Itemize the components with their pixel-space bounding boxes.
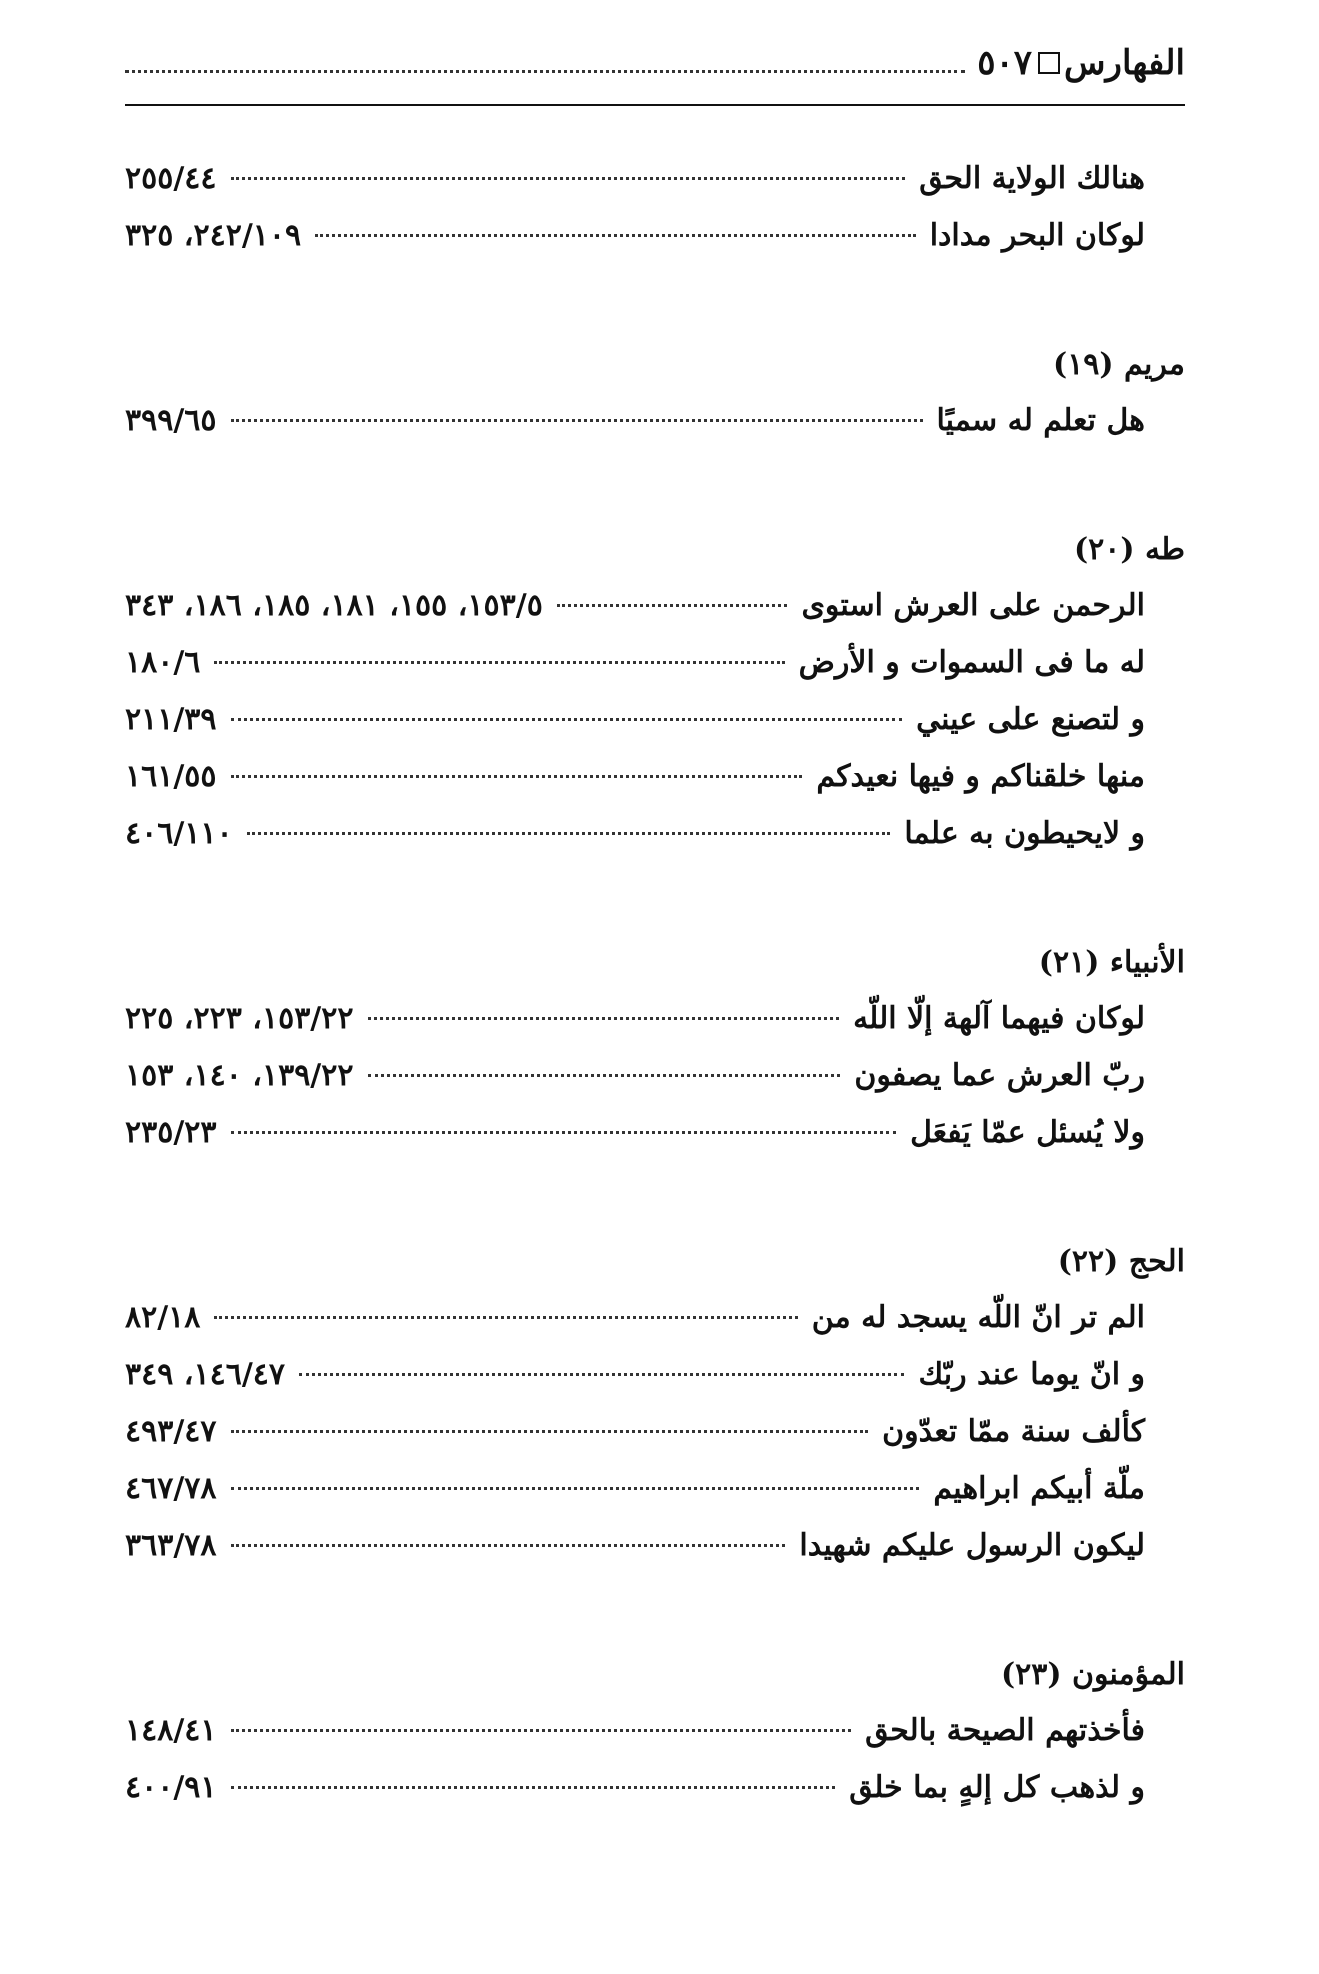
page-reference: ٣٦٣/٧٨ [125, 1528, 217, 1563]
page-number: ٥٠٧ [977, 43, 1033, 83]
verse-phrase: الم تر انّ اللّه يسجد له من [811, 1300, 1145, 1335]
index-entry [125, 150, 1185, 207]
verse-phrase: ربّ العرش عما يصفون [854, 1058, 1145, 1093]
dot-leader [368, 1074, 841, 1077]
index-entry [125, 691, 1185, 748]
index-entry [125, 634, 1185, 691]
verse-phrase: هنالك الولاية الحق [919, 161, 1145, 196]
verse-phrase: له ما فى السموات و الأرض [798, 645, 1145, 680]
index-entry [125, 1346, 1185, 1403]
page-reference: ٨٢/١٨ [125, 1300, 201, 1335]
surah-title: طه (٢٠) [1073, 532, 1185, 567]
dot-leader [231, 419, 923, 422]
surah-title: مريم (١٩) [1052, 347, 1185, 382]
index-entry [125, 1104, 1185, 1161]
verse-phrase: منها خلقناكم و فيها نعيدكم [816, 759, 1145, 794]
header-dot-leader [125, 70, 965, 73]
verse-phrase: و انّ يوما عند ربّك [918, 1357, 1145, 1392]
dot-leader [214, 661, 784, 664]
dot-leader [231, 775, 803, 778]
index-entry [125, 1460, 1185, 1517]
page-reference: ١٤٨/٤١ [125, 1713, 217, 1748]
verse-phrase: ملّة أبيكم ابراهيم [933, 1471, 1145, 1506]
verse-index [125, 150, 1185, 1816]
page-reference: ١٥٣/٥، ١٥٥، ١٨١، ١٨٥، ١٨٦، ٣٤٣ [125, 588, 543, 623]
dot-leader [299, 1373, 904, 1376]
surah-section [125, 523, 1185, 862]
dot-leader [557, 604, 788, 607]
page-reference: ٤٦٧/٧٨ [125, 1471, 217, 1506]
page-reference: ١٣٩/٢٢، ١٤٠، ١٥٣ [125, 1058, 354, 1093]
index-entry [125, 1759, 1185, 1816]
dot-leader [231, 1430, 869, 1433]
index-entry [125, 1403, 1185, 1460]
surah-section [125, 338, 1185, 449]
surah-section [125, 1648, 1185, 1816]
header-title: الفهارس [1064, 43, 1185, 83]
verse-phrase: فأخذتهم الصيحة بالحق [865, 1713, 1145, 1748]
running-header [125, 38, 1185, 88]
page-reference: ١٤٦/٤٧، ٣٤٩ [125, 1357, 286, 1392]
index-entry [125, 392, 1185, 449]
dot-leader [231, 1729, 852, 1732]
index-entry [125, 748, 1185, 805]
index-entry [125, 577, 1185, 634]
dot-leader [231, 1786, 836, 1789]
dot-leader [214, 1316, 797, 1319]
page-reference: ٢٥٥/٤٤ [125, 161, 217, 196]
verse-phrase: لوكان فيهما آلهة إلّا اللّه [853, 1001, 1145, 1036]
page-reference: ٤٠٦/١١٠ [125, 816, 233, 851]
surah-title: المؤمنون (٢٣) [1000, 1657, 1185, 1692]
page-reference: ٤٩٣/٤٧ [125, 1414, 217, 1449]
verse-phrase: كألف سنة ممّا تعدّون [882, 1414, 1145, 1449]
header-rule [125, 104, 1185, 106]
index-entry [125, 1289, 1185, 1346]
index-entry [125, 1047, 1185, 1104]
dot-leader [231, 1487, 920, 1490]
index-entry [125, 1702, 1185, 1759]
dot-leader [368, 1017, 840, 1020]
page-reference: ١٥٣/٢٢، ٢٢٣، ٢٢٥ [125, 1001, 354, 1036]
verse-phrase: الرحمن على العرش استوى [801, 588, 1145, 623]
dot-leader [231, 177, 906, 180]
index-entry [125, 1517, 1185, 1574]
verse-phrase: هل تعلم له سميًا [936, 403, 1145, 438]
verse-phrase: و لتصنع على عيني [916, 702, 1145, 737]
surah-section [125, 1235, 1185, 1574]
surah-title: الحج (٢٢) [1057, 1244, 1185, 1279]
index-entry [125, 805, 1185, 862]
verse-phrase: ليكون الرسول عليكم شهيدا [799, 1528, 1145, 1563]
page-reference: ١٦١/٥٥ [125, 759, 217, 794]
page-reference: ٢٤٢/١٠٩، ٣٢٥ [125, 218, 302, 253]
dot-leader [247, 832, 891, 835]
dot-leader [231, 1544, 786, 1547]
square-separator-icon [1038, 52, 1060, 74]
verse-phrase: لوكان البحر مدادا [929, 218, 1145, 253]
verse-phrase: و لايحيطون به علما [904, 816, 1145, 851]
surah-section [125, 936, 1185, 1161]
dot-leader [231, 718, 903, 721]
surah-title: الأنبياء (٢١) [1038, 945, 1185, 980]
dot-leader [231, 1131, 897, 1134]
index-entry [125, 207, 1185, 264]
surah-section [125, 150, 1185, 264]
page-reference: ٢١١/٣٩ [125, 702, 217, 737]
verse-phrase: و لذهب كل إلهٍ بما خلق [849, 1770, 1145, 1805]
page-reference: ٢٣٥/٢٣ [125, 1115, 217, 1150]
dot-leader [315, 234, 916, 237]
page-reference: ١٨٠/٦ [125, 645, 201, 680]
page-reference: ٤٠٠/٩١ [125, 1770, 217, 1805]
page-reference: ٣٩٩/٦٥ [125, 403, 217, 438]
index-entry [125, 990, 1185, 1047]
verse-phrase: ولا يُسئل عمّا يَفعَل [910, 1115, 1145, 1150]
